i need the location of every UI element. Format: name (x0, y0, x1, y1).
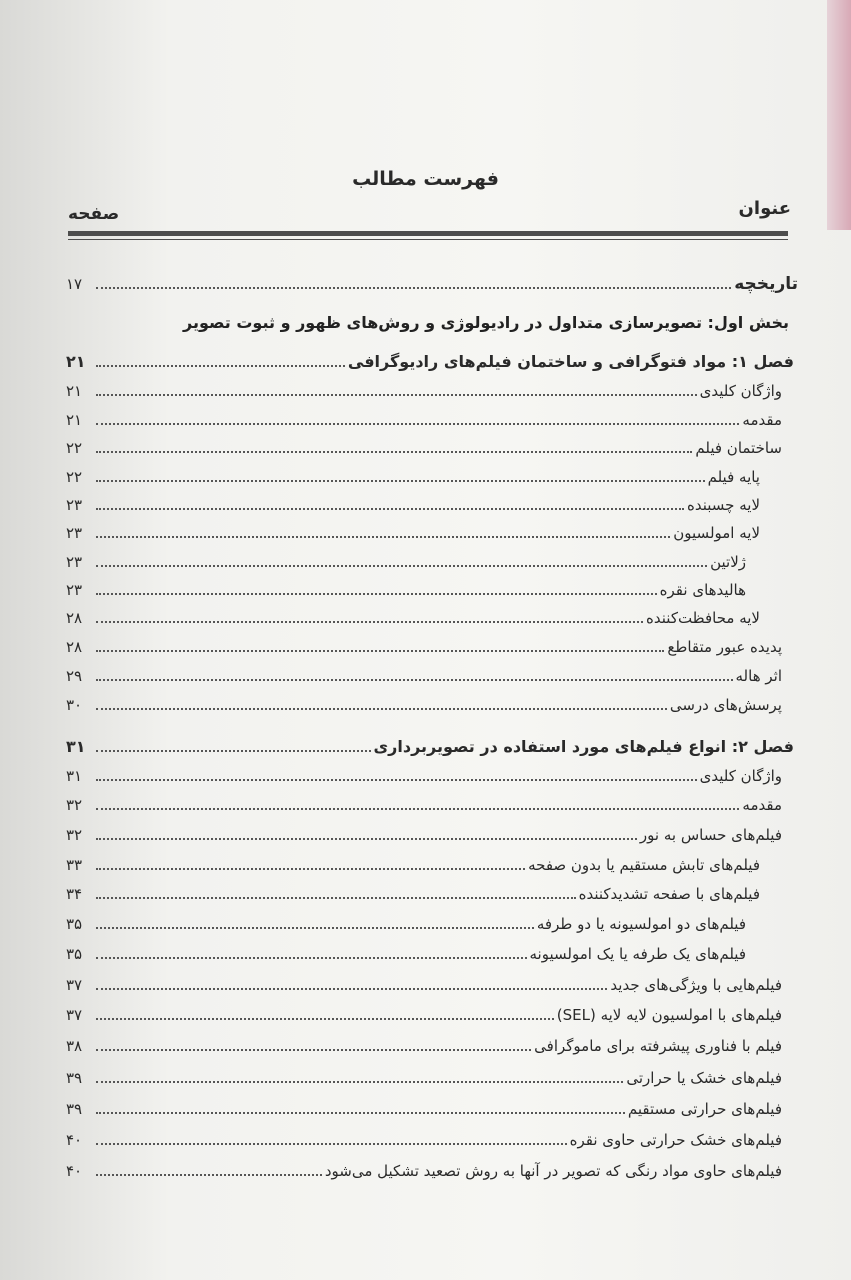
dot-leader (96, 1017, 554, 1020)
dot-leader (96, 422, 739, 425)
toc-entry (66, 574, 790, 600)
toc-entry (66, 878, 790, 904)
toc-page-number: ۲۸ (66, 638, 83, 656)
toc-page-number: ۲۳ (66, 553, 83, 571)
toc-page-number: ۲۱ (66, 411, 83, 429)
toc-page-number: ۳۱ (66, 767, 83, 785)
toc-entry-label: فصل ۱: مواد فتوگرافی و ساختمان فیلم‌های رادیوگرافی (347, 352, 794, 371)
toc-entry (66, 1124, 790, 1150)
toc-entry (66, 689, 790, 715)
toc-entry (66, 631, 790, 657)
toc-entry-label: فیلم‌های خشک حرارتی حاوی نقره (569, 1131, 782, 1149)
toc-page-number: ۳۰ (66, 696, 83, 714)
toc-entry (66, 375, 790, 401)
toc-entry-label: فیلم‌های حرارتی مستقیم (627, 1100, 782, 1118)
dot-leader (96, 364, 345, 367)
toc-page-number: ۳۲ (66, 796, 83, 814)
toc-entry (66, 999, 790, 1025)
dot-leader (96, 286, 731, 289)
toc-entry (66, 938, 790, 964)
toc-entry-label: ساختمان فیلم (695, 439, 782, 457)
toc-page-number: ۲۲ (66, 468, 83, 486)
toc-page-number: ۳۷ (66, 1006, 83, 1024)
toc-entry-label: لایه محافظت‌کننده (646, 609, 760, 627)
toc-entry (66, 908, 790, 934)
dot-leader (96, 778, 697, 781)
toc-entry (66, 461, 790, 487)
column-header-page: صفحه (68, 204, 120, 224)
toc-entry-chapter (66, 731, 794, 757)
toc-entry-label: واژگان کلیدی (699, 767, 782, 785)
part-heading: بخش اول: تصویرسازی متداول در رادیولوژی و روش‌های ظهور و ثبوت تصویر (183, 313, 789, 332)
toc-entry (66, 1062, 790, 1088)
toc-page-number: ۲۲ (66, 439, 83, 457)
toc-page-number: ۲۸ (66, 609, 83, 627)
dot-leader (96, 649, 664, 652)
toc-entry-label: ژلاتین (710, 553, 746, 571)
toc-entry-label: فیلم‌های با صفحه تشدیدکننده (578, 885, 760, 903)
header-rule-thick (68, 231, 788, 236)
toc-page-number: ۳۴ (66, 885, 83, 903)
toc-entry (66, 517, 790, 543)
toc-page-number: ۳۸ (66, 1037, 83, 1055)
toc-entry-label: پرسش‌های درسی (669, 696, 782, 714)
dot-leader (96, 620, 643, 623)
toc-entry-label: مقدمه (742, 796, 782, 814)
toc-entry (66, 432, 790, 458)
toc-page-number: ۳۳ (66, 856, 83, 874)
toc-page-number: ۱۷ (66, 275, 83, 293)
toc-entry-label: واژگان کلیدی (699, 382, 782, 400)
dot-leader (96, 896, 576, 899)
toc-page-number: ۳۹ (66, 1100, 83, 1118)
dot-leader (96, 678, 733, 681)
dot-leader (96, 535, 670, 538)
toc-entry (66, 1030, 790, 1056)
dot-leader (96, 926, 534, 929)
toc-entry-label: فیلم‌های خشک یا حرارتی (626, 1069, 782, 1087)
dot-leader (96, 1048, 531, 1051)
dot-leader (96, 592, 657, 595)
toc-entry (66, 789, 790, 815)
dot-leader (96, 987, 607, 990)
toc-page-number: ۳۷ (66, 976, 83, 994)
page-edge (827, 0, 851, 230)
toc-page-number: ۳۵ (66, 915, 83, 933)
dot-leader (96, 1111, 625, 1114)
toc-page-number: ۳۵ (66, 945, 83, 963)
toc-entry-label: فیلم‌های دو امولسیونه یا دو طرفه (536, 915, 746, 933)
dot-leader (96, 956, 527, 959)
dot-leader (96, 450, 692, 453)
toc-entry-label: فصل ۲: انواع فیلم‌های مورد استفاده در تصویربرداری (373, 737, 794, 756)
toc-entry (66, 489, 790, 515)
dot-leader (96, 707, 667, 710)
dot-leader (96, 393, 697, 396)
toc-entry (66, 1155, 790, 1181)
toc-entry (66, 849, 790, 875)
toc-entry-label: اثر هاله (735, 667, 782, 685)
toc-entry-label: فیلم‌های با امولسیون لایه لایه (SEL) (556, 1006, 782, 1024)
toc-page-number: ۲۳ (66, 496, 83, 514)
toc-page-number: ۲۳ (66, 581, 83, 599)
toc-entry-history (66, 268, 798, 294)
toc-entry (66, 969, 790, 995)
toc-page-number: ۳۲ (66, 826, 83, 844)
toc-page-number: ۲۹ (66, 667, 83, 685)
toc-entry-label: پایه فیلم (707, 468, 760, 486)
toc-page-number: ۲۱ (66, 382, 83, 400)
toc-entry-label: پدیده عبور متقاطع (667, 638, 782, 656)
column-header-title: عنوان (738, 198, 791, 219)
page-title: فهرست مطالب (352, 168, 499, 190)
dot-leader (96, 1173, 322, 1176)
dot-leader (96, 479, 705, 482)
dot-leader (96, 837, 637, 840)
toc-entry (66, 404, 790, 430)
toc-entry-label: فیلم‌های یک طرفه یا یک امولسیونه (529, 945, 746, 963)
toc-entry (66, 1093, 790, 1119)
dot-leader (96, 1142, 567, 1145)
toc-page-number: ۲۳ (66, 524, 83, 542)
toc-entry-label: فیلم‌هایی با ویژگی‌های جدید (610, 976, 782, 994)
toc-page-number: ۳۱ (66, 737, 86, 756)
header-rule-thin (68, 239, 788, 240)
toc-entry (66, 602, 790, 628)
toc-entry-label: فیلم‌های حساس به نور (639, 826, 782, 844)
toc-entry (66, 660, 790, 686)
toc-entry-label: لایه چسبنده (687, 496, 760, 514)
dot-leader (96, 749, 371, 752)
toc-page-number: ۴۰ (66, 1131, 83, 1149)
toc-page-number: ۲۱ (66, 352, 86, 371)
toc-entry (66, 546, 790, 572)
toc-entry-label: لایه امولسیون (673, 524, 760, 542)
dot-leader (96, 867, 525, 870)
dot-leader (96, 1080, 623, 1083)
toc-entry-label: هالیدهای نقره (659, 581, 746, 599)
toc-entry-label: فیلم با فناوری پیشرفته برای ماموگرافی (534, 1037, 782, 1055)
toc-entry-label: فیلم‌های حاوی مواد رنگی که تصویر در آنها به روش تصعید تشکیل می‌شود (324, 1162, 782, 1180)
dot-leader (96, 807, 739, 810)
toc-entry-label: تاریخچه (734, 274, 798, 294)
toc-entry-chapter (66, 346, 794, 372)
dot-leader (96, 564, 707, 567)
toc-page-number: ۳۹ (66, 1069, 83, 1087)
toc-page-number: ۴۰ (66, 1162, 83, 1180)
toc-entry-label: فیلم‌های تابش مستقیم یا بدون صفحه (528, 856, 760, 874)
dot-leader (96, 507, 684, 510)
toc-entry-label: مقدمه (742, 411, 782, 429)
toc-entry (66, 819, 790, 845)
toc-entry (66, 760, 790, 786)
